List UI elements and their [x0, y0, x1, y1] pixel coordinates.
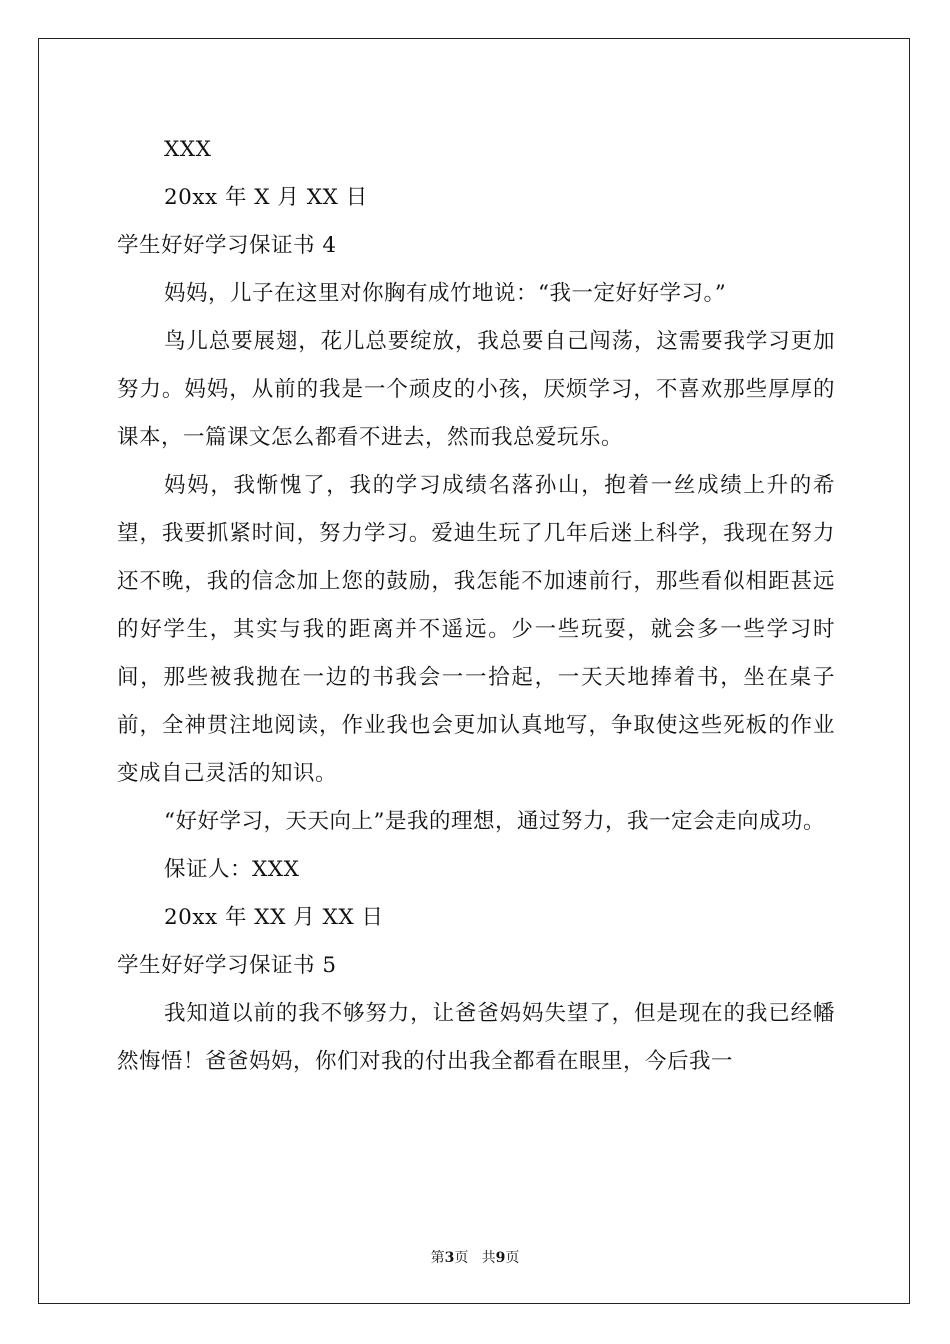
signer-name: XXX [164, 137, 212, 162]
guarantor-line: 保证人：XXX [164, 857, 300, 882]
total-pages: 9 [495, 1250, 506, 1266]
total-suffix: 页 [505, 1250, 520, 1266]
section-title: 学生好好学习保证书 5 [117, 953, 337, 978]
page-prefix: 第 [430, 1250, 445, 1266]
paragraph: 妈妈，儿子在这里对你胸有成竹地说：“我一定好好学习。” [164, 281, 727, 306]
paragraph: 鸟儿总要展翅，花儿总要绽放，我总要自己闯荡，这需要我学习更加努力。妈妈，从前的我是一个顽皮的小孩，厌烦学习，不喜欢那些厚厚的课本，一篇课文怎么都看不进去，然而我总爱玩乐。 [117, 329, 835, 450]
date-line: 20xx 年 XX 月 XX 日 [164, 905, 384, 930]
page-footer [0, 1247, 950, 1267]
document-body [117, 126, 835, 1086]
page-number: 3 [444, 1250, 455, 1266]
paragraph: 我知道以前的我不够努力，让爸爸妈妈失望了，但是现在的我已经幡然悔悟！爸爸妈妈，你们对我的付出我全都看在眼里，今后我一 [117, 1001, 835, 1074]
page-suffix: 页 [454, 1250, 469, 1266]
paragraph: 妈妈，我惭愧了，我的学习成绩名落孙山，抱着一丝成绩上升的希望，我要抓紧时间，努力学习。爱迪生玩了几年后迷上科学，我现在努力还不晚，我的信念加上您的鼓励，我怎能不加速前行，那些看似相距甚远的好学生，其实与我的距离并不遥远。少一些玩耍，就会多一些学习时间，那些被我抛在一边的书我会一一拾起，一天天地捧着书，坐在桌子前，全神贯注地阅读，作业我也会更加认真地写，争取使这些死板的作业变成自己灵活的知识。 [117, 473, 835, 786]
paragraph: “好好学习，天天向上”是我的理想，通过努力，我一定会走向成功。 [164, 809, 825, 834]
section-title: 学生好好学习保证书 4 [117, 233, 337, 258]
total-prefix: 共 [481, 1250, 496, 1266]
date-line: 20xx 年 X 月 XX 日 [164, 185, 368, 210]
